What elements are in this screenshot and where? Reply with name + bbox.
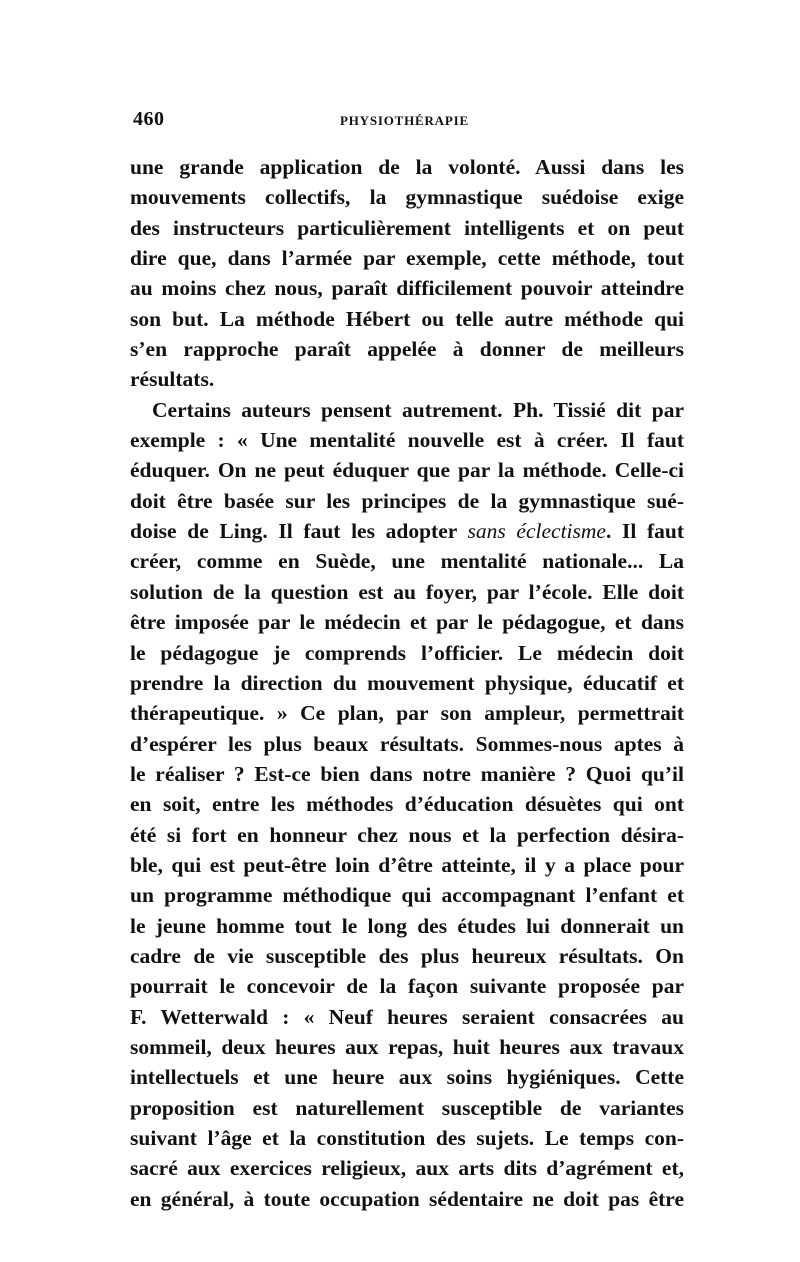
text-line: doit être basée sur les principes de la gymnastique sué- [130,488,684,513]
text-line: sommeil, deux heures aux repas, huit heures aux travaux [130,1034,684,1059]
text-line: été si fort en honneur chez nous et la perfection désira- [130,822,684,847]
text-line: exemple : « Une mentalité nouvelle est à créer. Il faut [130,428,684,453]
text-line: thérapeutique. » Ce plan, par son ampleur, permettrait [130,701,684,726]
text-line: suivant l’âge et la constitution des sujets. Le temps con- [130,1126,684,1150]
page-number: 460 [133,108,165,130]
text-line: le pédagogue je comprends l’officier. Le médecin doit [130,640,684,665]
text-line: d’espérer les plus beaux résultats. Sommes-nous aptes à [130,731,684,756]
text-line: en général, à toute occupation sédentaire ne doit pas être [130,1186,684,1211]
text-line: des instructeurs particulièrement intelligents et on peut [130,215,684,240]
text-segment: doise de Ling. Il faut les adopter [130,519,468,544]
running-title: PHYSIOTHÉRAPIE [340,113,469,128]
text-line: un programme méthodique qui accompagnant l’enfant et [130,883,684,908]
text-line: sacré aux exercices religieux, aux arts dits d’agrément et, [130,1156,684,1181]
text-line: être imposée par le médecin et par le pédagogue, et dans [130,610,684,635]
text-line: créer, comme en Suède, une mentalité nationale... La [130,549,684,574]
text-line: solution de la question est au foyer, par l’école. Elle doit [130,579,684,604]
text-line: une grande application de la volonté. Aussi dans les [130,155,684,179]
text-segment: . Il faut [605,519,685,544]
text-line-with-italic [130,516,684,546]
text-line: au moins chez nous, paraît difficilement pouvoir atteindre [130,276,684,301]
text-line: mouvements collectifs, la gymnastique suédoise exige [130,185,684,210]
text-line: F. Wetterwald : « Neuf heures seraient consacrées au [130,1004,684,1029]
body-text [130,152,684,1214]
text-line: pourrait le concevoir de la façon suivante proposée par [130,974,684,999]
running-head [133,108,680,142]
text-line: ble, qui est peut-être loin d’être atteinte, il y a place pour [130,852,684,877]
text-line: le réaliser ? Est-ce bien dans notre manière ? Quoi qu’il [130,761,684,786]
text-line: proposition est naturellement susceptible de variantes [130,1095,684,1120]
text-line: en soit, entre les méthodes d’éducation désuètes qui ont [130,792,684,817]
italic-phrase: sans éclectisme [467,519,606,544]
text-line: intellectuels et une heure aux soins hygiéniques. Cette [130,1065,684,1090]
text-line: résultats. [130,367,215,392]
text-line: le jeune homme tout le long des études lui donnerait un [130,913,684,938]
text-line: cadre de vie susceptible des plus heureux résultats. On [130,943,684,968]
text-line: prendre la direction du mouvement physique, éducatif et [130,670,684,695]
text-line: dire que, dans l’armée par exemple, cette méthode, tout [130,246,684,271]
text-line: s’en rapproche paraît appelée à donner de meilleurs [130,337,684,362]
text-line: éduquer. On ne peut éduquer que par la méthode. Celle-ci [130,458,684,483]
text-line: son but. La méthode Hébert ou telle autre méthode qui [130,306,684,331]
text-line: Certains auteurs pensent autrement. Ph. Tissié dit par [152,397,684,422]
